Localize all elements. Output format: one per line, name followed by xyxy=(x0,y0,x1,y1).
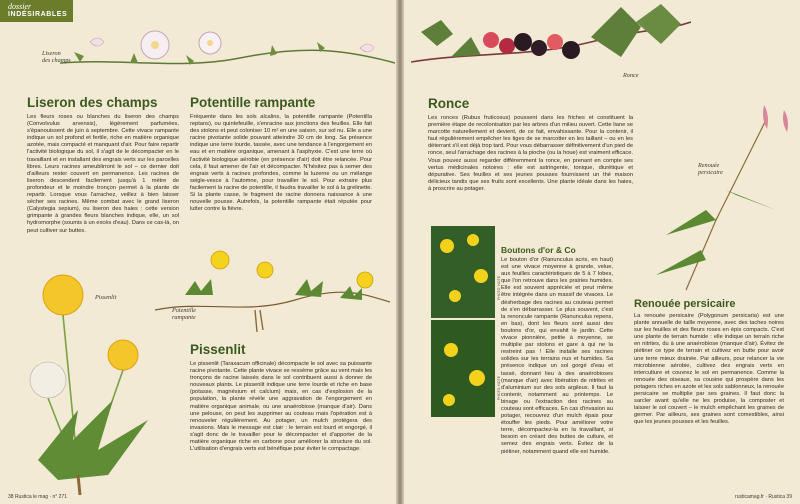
caption-potentille-line1: Potentille xyxy=(172,307,197,314)
body-liseron: Les fleurs roses ou blanches du liseron des champs (Convolvulus arvensis), légèrement parfumées, s'épanouissent de juin à septembre. Cette vivace rampante indique un sol profond et fertile, riche en matière organique azotée, mais compacté et manquant d'air. Pour faire repartir l'activité biologique du sol, il s'agit de le décompacter en le travaillant et en installant des engrais verts sur les parcelles libres. Leurs racines ameublirront le sol – ce dernier doit d'ailleurs rester couvert en permanence. Les racines de liseron descendent facilement jusqu'à 1 mètre de profondeur et le moindre tronçon permet à la plante de repartir. Lorsque vous l'arrachez, veillez à bien laisser sécher ses racines. Même combat avec le grand liseron (Calystegia sepium), ou liseron des haies : cette version grimpante à grandes fleurs blanches indique, elle, un sol hydromorphe (soumis à un excès d'eau). Dans ce cas-là, on peut cultiver sur buttes. xyxy=(27,114,179,234)
section-tag-title: INDÉSIRABLES xyxy=(8,11,68,18)
heading-boutons: Boutons d'or & Co xyxy=(501,245,576,255)
body-boutons: Le bouton d'or (Ranunculus acris, en haut) est une vivace moyenne à grande, velue, aux feuilles caractéristiques de 5 à 7 lobes, que l'on retrouve dans les prairies humides. Elle est souvent appréciée et peut même être intégrée dans un massif de vivaces. Le désherbage des racines au couteau permet de s'en débarrasser. Le plus souvent, c'est la renoncule rampante (Ranunculus repens, en bas), dont les fleurs sont aussi des boutons d'or, qui envahit le jardin. Cette vivace pionnière, petite à moyenne, se multiplie par stolons et gare à qui ne la restreint pas ! Elle installe ses racines solides sur les terrains nus et humides. Sa présence indique un sol gorgé d'eau et tassé, donnant lieu à des anaérobioses (manque d'air) avec libération de nitrites et d'aluminium sur des sols argileux. Il faut la contenir, notamment au printemps. Le binage ou l'extraction des racines au couteau sont efficaces. En cas d'invasion au potager, recouvrez d'un mulch épais pour étouffer les pieds. Pour améliorer votre terre, décompactez-la en la travaillant, si besoin en créant des buttes de culture, et semez des engrais verts. Évitez de la piétiner, notamment quand elle est humide. xyxy=(501,257,613,455)
body-potentille: Fréquente dans les sols alcalins, la potentille rampante (Potentilla reptans), ou quintefeuille, s'enracine aux jonctions des feuilles. Elle fait des stolons et peut coloniser 10 m² en une saison, sur sol nu. Elle a une racine pivotante solide pouvant atteindre 30 cm de long. Sa présence indique une terre lourde, tassée, avec une tendance à l'engorgement en eau et en matière organique, amenant à l'asphyxie. C'est une terre où l'activité biologique aérobie (en présence d'air) doit être relancée. Pour cela, il faut amener de l'air et décompacter. N'hésitez pas à semer des engrais verts à racines profondes, comme la luzerne ou un mélange seigle-vesce à l'automne, pour travailler le sol. Pour extraire plus facilement la racine de potentille, il faudra travailler le sol à la grelinette. Si la plante casse, le fragment de racine donnera naissance à une nouvelle pousse. Autrefois, la potentille rampante était réputée pour lutter contre la fièvre. xyxy=(190,114,372,213)
heading-renouee: Renouée persicaire xyxy=(634,298,736,310)
caption-liseron xyxy=(42,50,71,64)
spine-gutter xyxy=(396,0,404,504)
photo1-credit: PHOTO: NOTE xyxy=(497,275,501,300)
right-page xyxy=(401,0,800,504)
heading-ronce: Ronce xyxy=(428,96,470,111)
caption-liseron-line2: des champs xyxy=(42,57,71,64)
left-footer: 38 Rustica le mag · n° 271 xyxy=(8,494,67,500)
left-page xyxy=(0,0,399,504)
photo-bouton-or xyxy=(431,226,495,318)
caption-liseron-line1: Liseron xyxy=(42,50,61,57)
caption-potentille-line2: rampante xyxy=(172,314,196,321)
caption-renouee-line2: persicaire xyxy=(698,169,723,176)
caption-renouee xyxy=(698,162,723,176)
ronce-illustration xyxy=(411,2,691,92)
body-ronce: Les ronces (Rubus fruticosus) poussent dans les friches et constituent la première étape de recolonisation par les arbres d'un milieu ouvert. Cette liane se marcotte naturellement et devient, de ce fait, envahissante. Pour la contenir, il faut régulièrement empêcher les tiges de se marcotter en les taillant – ou en les déterrant s'il est déjà trop tard. Pour vous débarrasser définitivement d'un pied de ronce, seul l'arrachage des racines à la pioche (ou la houe) est vraiment efficace. Vous pouvez aussi regarder différemment la ronce, en prenant en compte ses vertus médicinales notoires : elle est astringente, tonique, diurétique et dépurative. Ses feuilles et ses jeunes pousses fournissent un thé maison délicieux tandis que ses fruits sont excellents. Une plante idéale dans les haies, à proscrire au potager. xyxy=(428,115,633,192)
body-pissenlit: Le pissenlit (Taraxacum officinale) décompacte le sol avec sa puissante racine pivotante. Cette plante vivace se ressème grâce au vent mais les tronçons de racine laissés dans le sol contribuent aussi à donner de nouveaux plants. Le pissenlit indique une terre lourde et riche en base (potasse, magnésium et calcium) mais, en cas d'explosion de la population, la plante révèle une aggravation de l'engorgement en matière organique animale, ou une anaérobiose (manque d'air). Dans une pelouse, on peut les supprimer au couteau mais l'opération est à renouveler régulièrement. Au potager, un mulch protégera des invasions. Mais le message est clair : le terrain est lourd et engorgé, il s'agit donc de le travailler pour le décompacter et d'apporter de la matière organique riche en carbone pour améliorer la structure du sol. L'utilisation d'engrais verts est bénéfique pour éviter le compactage. xyxy=(190,361,372,453)
right-footer: rusticamag.fr · Rustica 39 xyxy=(735,494,792,500)
heading-potentille: Potentille rampante xyxy=(190,95,316,110)
photo-renoncule xyxy=(431,320,495,417)
body-renouee: La renouée persicaire (Polygonum persicaria) est une plante annuelle de taille moyenne, avec des taches noires sur les feuilles et des fleurs roses en épis compacts. C'est une plante de terrain humide : elle indique un terrain riche en nitrites, du à une anaérobiose (manque d'air). Évitez de piétiner ce type de terrain et cultivez en butte pour avoir une terre mieux drainée. Par ailleurs, pour relancer la vie microbienne aérobie, cultivez des engrais verts en interculture et couvrez le sol en permanence. Comme la renouée des oiseaux, sa cousine qui prospère dans les potagers riches en azote et les sols sablonneux, la renouée persicaire se multiplie par ses graines. Il faut donc la sarcler avant qu'elle ne les produise, la composter et laisser le sol couvert – le mulch empêchant les graines de germer. Par ailleurs, ses graines sont comestibles, ainsi que les jeunes pousses et les feuilles. xyxy=(634,313,784,426)
renouee-illustration xyxy=(646,100,796,295)
liseron-illustration xyxy=(60,18,395,83)
caption-pissenlit: Pissenlit xyxy=(95,294,117,301)
heading-pissenlit: Pissenlit xyxy=(190,342,246,357)
heading-liseron: Liseron des champs xyxy=(27,95,158,110)
caption-potentille xyxy=(172,307,196,321)
caption-ronce: Ronce xyxy=(623,72,639,79)
photo2-credit: PHOTO: NOTE xyxy=(497,375,501,400)
caption-renouee-line1: Renouée xyxy=(698,162,720,169)
section-tag-kicker: dossier xyxy=(8,2,32,11)
